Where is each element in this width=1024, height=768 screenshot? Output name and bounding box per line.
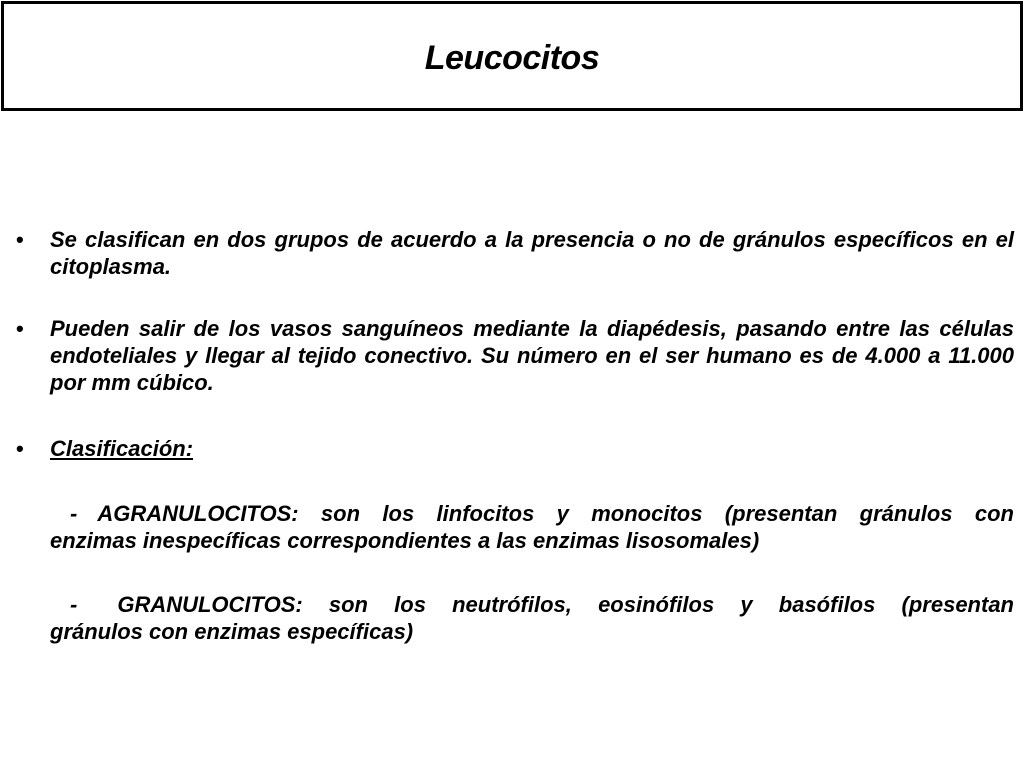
bullet-item [14,315,1014,396]
bullet-item [14,226,1014,280]
sub-item-line [50,591,1014,618]
slide-title: Leucocitos [424,38,600,77]
sub-item-line [50,500,1014,527]
title-box [1,1,1023,111]
dash-marker: - [70,501,78,526]
sub-item-text: enzimas inespecíficas correspondientes a las enzimas lisosomales) [50,528,760,553]
sub-item-text: gránulos con enzimas específicas) [50,619,414,644]
sub-item-agranulocitos [14,500,1014,554]
bullet-icon: • [16,436,24,461]
sub-item-granulocitos [14,591,1014,645]
bullet-icon: • [16,316,24,341]
bullet-item [14,435,1014,462]
bullet-text: Pueden salir de los vasos sanguíneos mediante la diapédesis, pasando entre las células endoteliales y llegar al tejido conectivo. Su número en el ser humano es de 4.000 a 11.000 por mm cúbico. [50,316,1014,395]
sub-item-text: AGRANULOCITOS: son los linfocitos y monocitos (presentan gránulos con [97,501,1014,526]
slide-content [14,226,1014,645]
bullet-icon: • [16,227,24,252]
bullet-text: Se clasifican en dos grupos de acuerdo a la presencia o no de gránulos específicos en el citoplasma. [50,227,1014,279]
classification-heading: Clasificación: [50,436,194,461]
dash-marker: - [70,592,78,617]
sub-item-text: GRANULOCITOS: son los neutrófilos, eosinófilos y basófilos (presentan [117,592,1014,617]
